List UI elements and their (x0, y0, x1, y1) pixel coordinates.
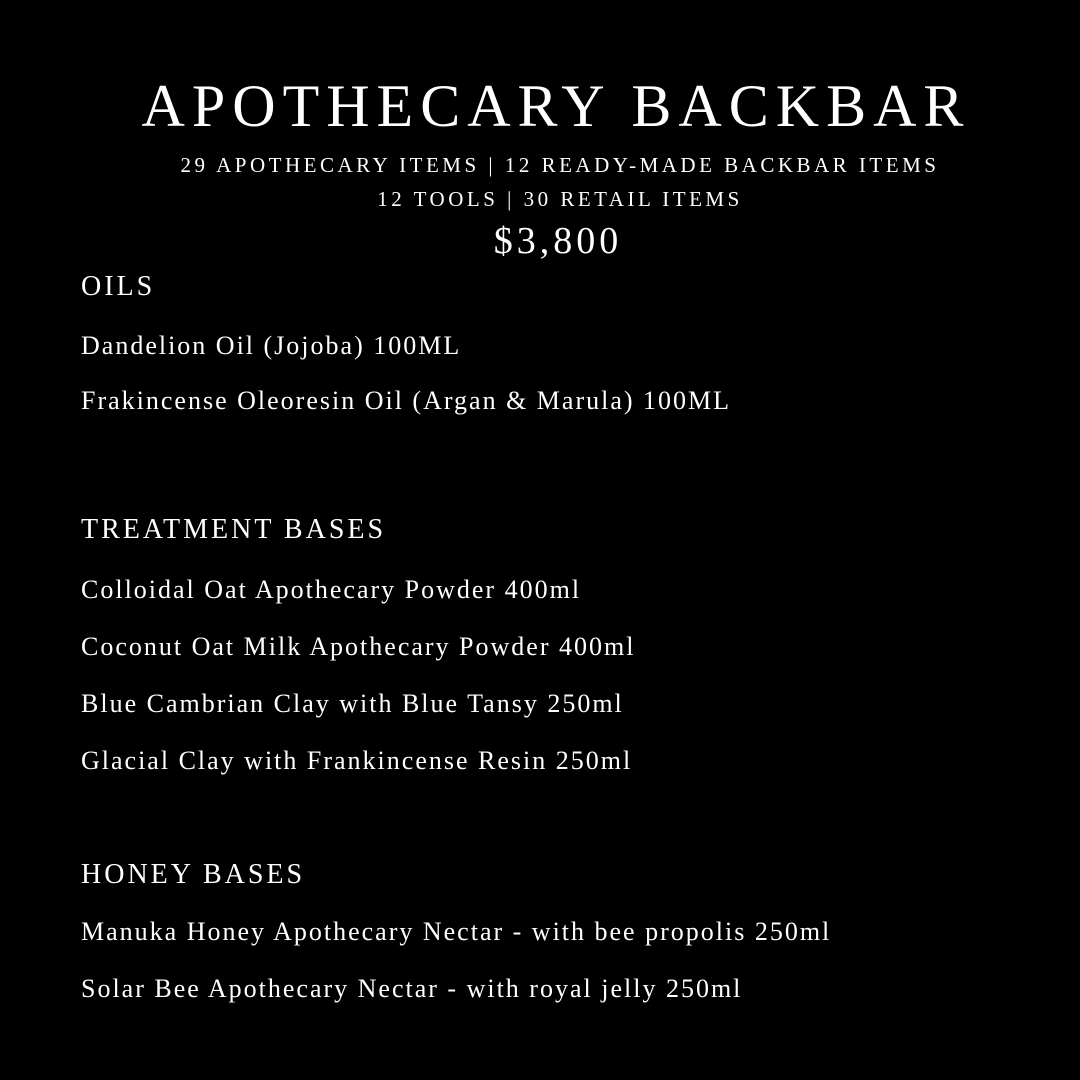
section-heading-oils: OILS (81, 271, 156, 302)
page-title: APOTHECARY BACKBAR (141, 73, 971, 139)
list-item-treatment-base: Coconut Oat Milk Apothecary Powder 400ml (81, 632, 636, 661)
list-item-oil: Frakincense Oleoresin Oil (Argan & Marula) 100ML (81, 386, 732, 415)
list-item-treatment-base: Blue Cambrian Clay with Blue Tansy 250ml (81, 689, 624, 718)
item-counts-line-1: 29 APOTHECARY ITEMS | 12 READY-MADE BACKBAR ITEMS (180, 153, 940, 177)
list-item-oil: Dandelion Oil (Jojoba) 100ML (81, 331, 462, 360)
list-item-honey-base: Solar Bee Apothecary Nectar - with royal jelly 250ml (81, 974, 743, 1003)
item-counts-line-2: 12 TOOLS | 30 RETAIL ITEMS (377, 187, 743, 211)
section-heading-treatment-bases: TREATMENT BASES (81, 514, 387, 545)
price: $3,800 (493, 220, 623, 262)
list-item-honey-base: Manuka Honey Apothecary Nectar - with bee propolis 250ml (81, 917, 832, 946)
list-item-treatment-base: Glacial Clay with Frankincense Resin 250ml (81, 746, 633, 775)
section-heading-honey-bases: HONEY BASES (81, 859, 306, 890)
list-item-treatment-base: Colloidal Oat Apothecary Powder 400ml (81, 575, 582, 604)
